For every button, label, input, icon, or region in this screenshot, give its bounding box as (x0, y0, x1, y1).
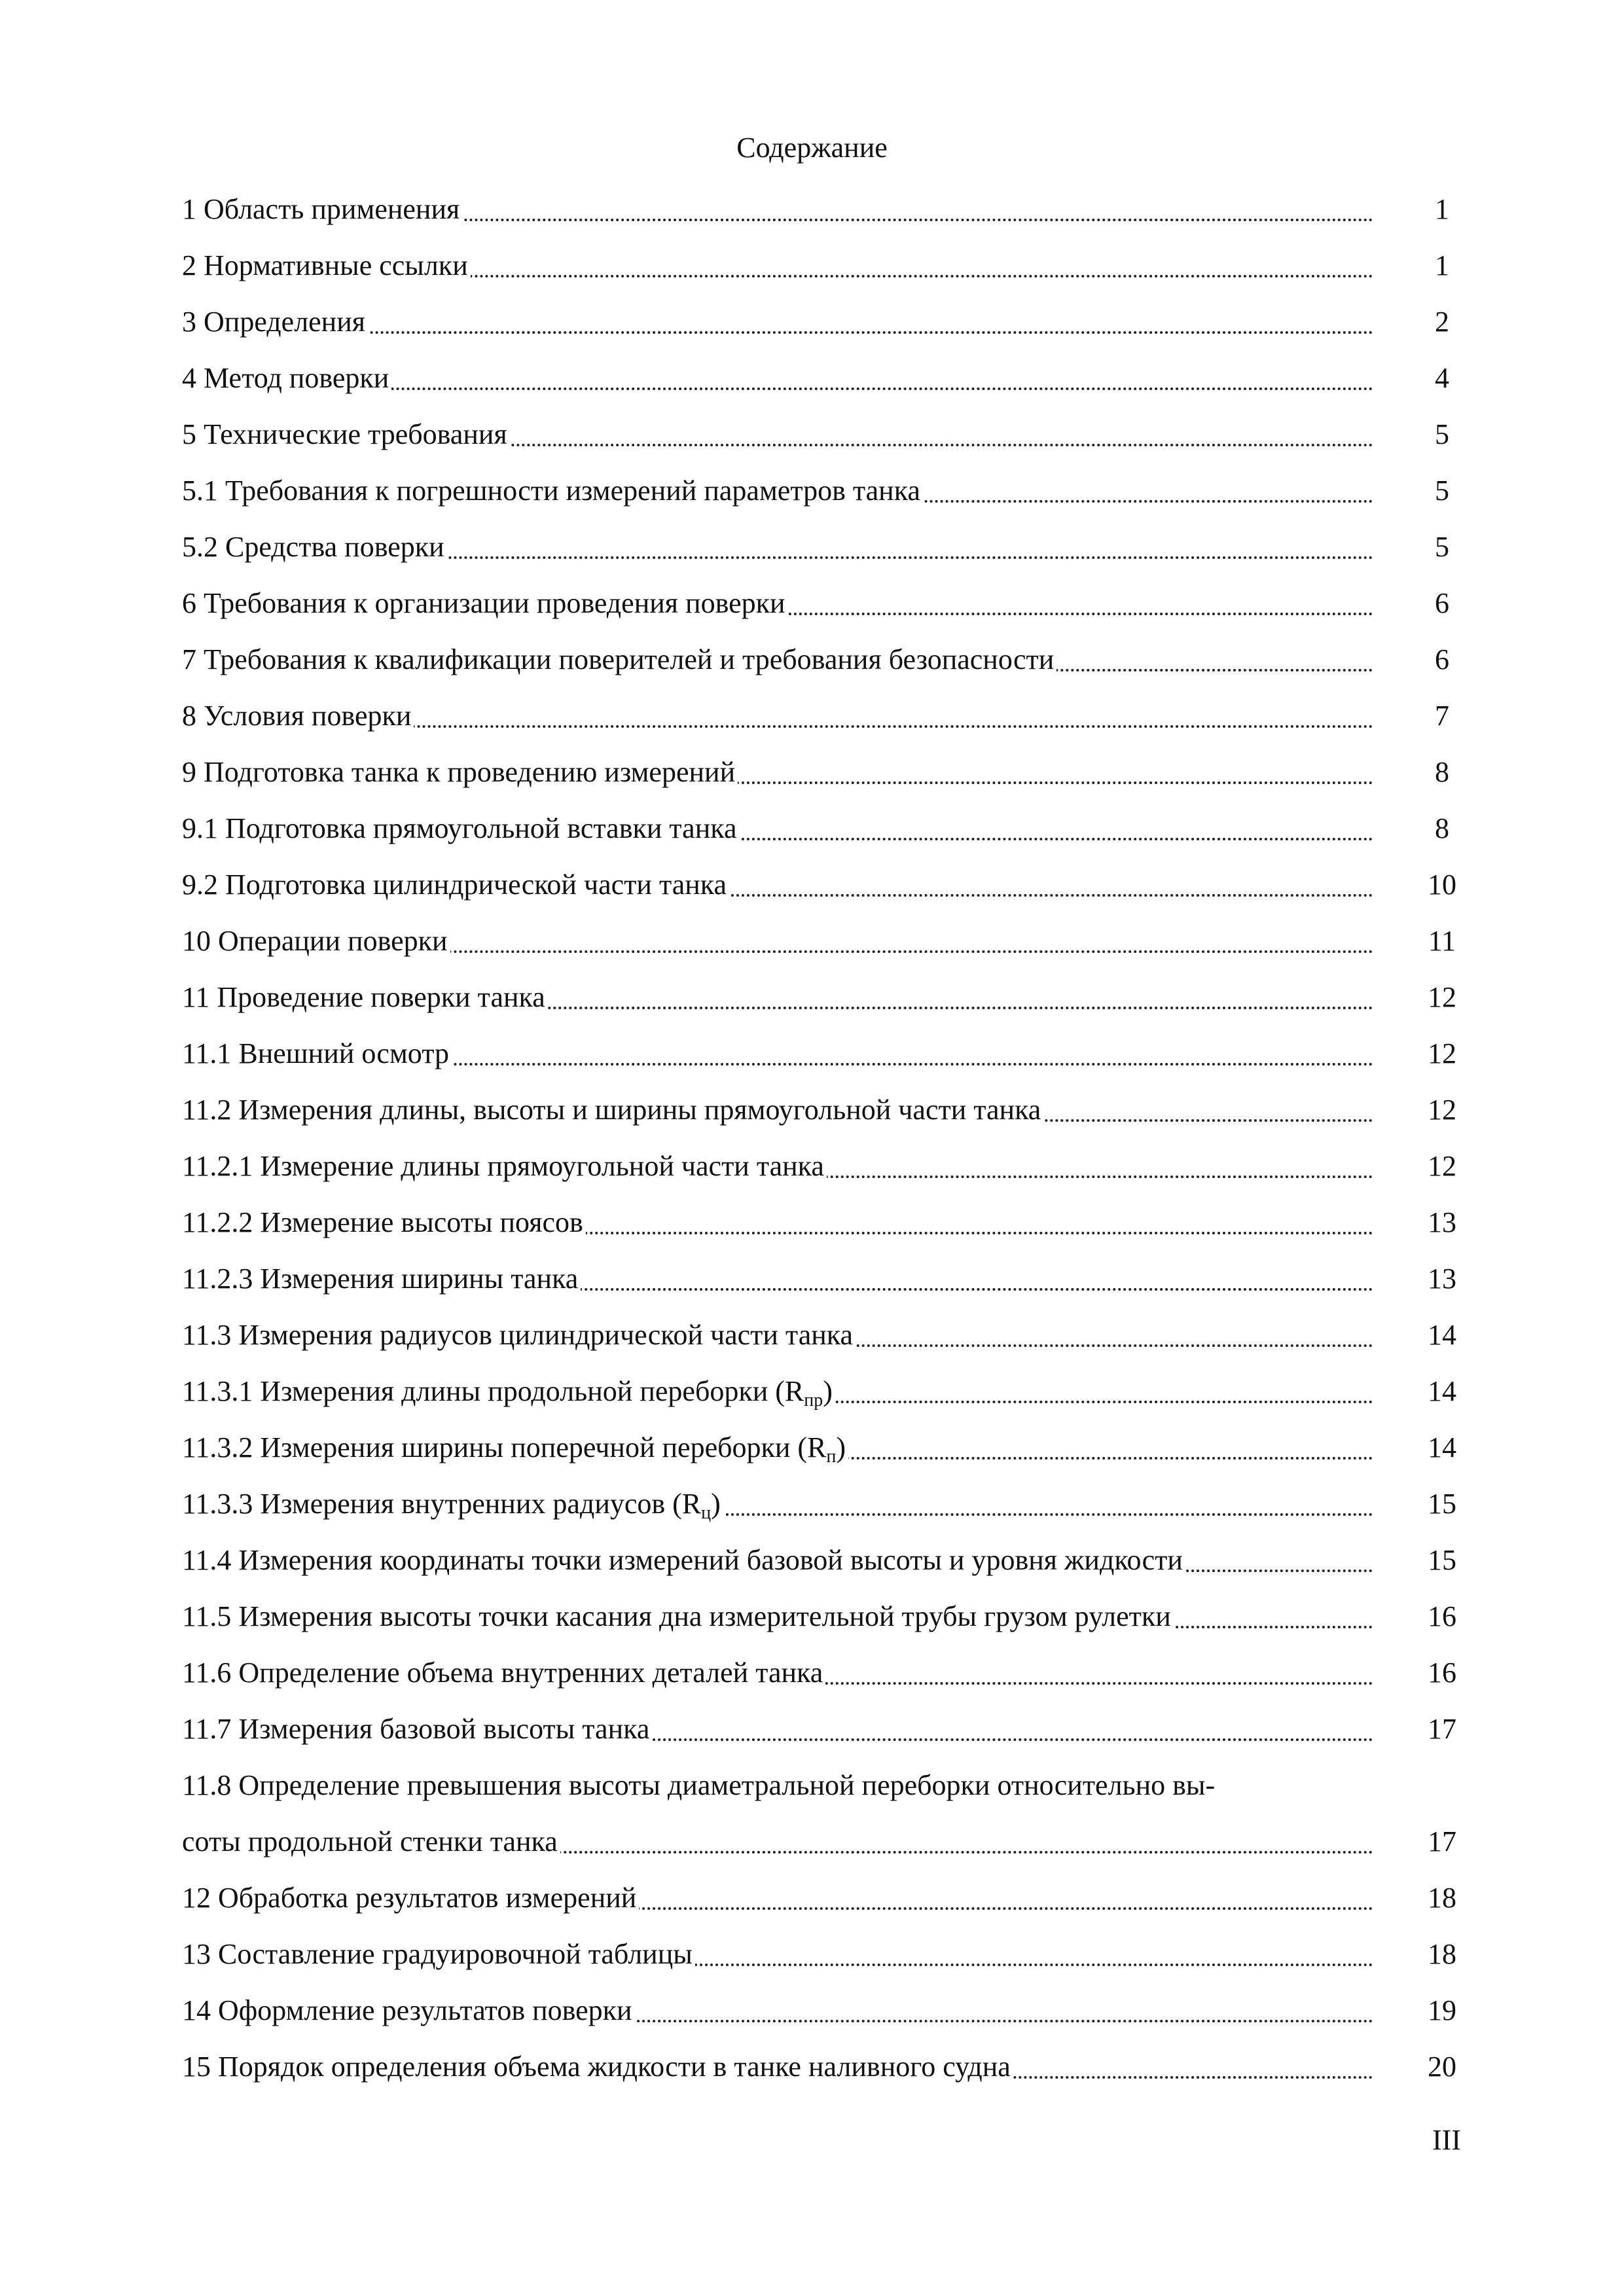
toc-entry-text (182, 978, 1373, 1017)
toc-entry-text (182, 1484, 1373, 1524)
toc-entry-text (182, 415, 1373, 454)
toc-entry-subscript: п (826, 1446, 837, 1467)
toc-entry-label (182, 1094, 1043, 1126)
toc-entry-text (182, 1316, 1373, 1355)
toc-entry-title: Область применения (204, 193, 460, 225)
toc-entry-label (182, 418, 510, 450)
toc-entry-number: 11 (182, 981, 210, 1013)
toc-entry-page: 18 (1428, 1882, 1456, 1914)
toc-entry-page: 12 (1428, 1037, 1456, 1069)
toc-entry-page: 6 (1435, 643, 1449, 675)
toc-entry-page: 7 (1435, 700, 1449, 732)
toc-entry (182, 1026, 1478, 1083)
toc-entry-number: 11.3.1 (182, 1375, 253, 1407)
toc-entry-title: Средства поверки (225, 531, 444, 563)
toc-entry-title: Измерения ширины поперечной переборки (R (260, 1431, 827, 1463)
toc-entry-page: 12 (1428, 981, 1456, 1013)
toc-entry (182, 1420, 1478, 1477)
toc-entry-label (182, 1263, 581, 1295)
toc-entry (182, 801, 1478, 857)
toc-entry-label (182, 306, 368, 338)
toc-entry (182, 1364, 1478, 1420)
toc-entry-text (182, 1428, 1373, 1467)
toc-entry-number: 11.3.2 (182, 1431, 253, 1463)
toc-entry-title: Условия поверки (204, 700, 412, 732)
toc-entry-text (182, 2047, 1373, 2087)
toc-entry-page: 1 (1435, 249, 1449, 281)
toc-entry-text (182, 640, 1373, 679)
toc-entry-text (182, 696, 1373, 736)
toc-entry-title: Определение превышения высоты диаметральной переборки относительно вы- (238, 1769, 1216, 1801)
toc-entry-page: 16 (1428, 1657, 1456, 1689)
toc-entry-page: 19 (1428, 1994, 1456, 2026)
toc-entry-title: Определения (204, 306, 366, 338)
toc-entry-page: 18 (1428, 1938, 1456, 1970)
toc-entry (182, 576, 1478, 632)
toc-entry-text (182, 753, 1373, 792)
toc-entry (182, 689, 1478, 745)
toc-entry-text (182, 1203, 1373, 1242)
toc-entry-number: 11.3.3 (182, 1488, 253, 1520)
toc-entry (182, 1251, 1478, 1308)
toc-entry-label (182, 1319, 856, 1351)
toc-entry-text (182, 1090, 1373, 1130)
toc-entry-label (182, 587, 788, 619)
toc-entry-text (182, 1259, 1373, 1299)
toc-entry-subscript: пр (804, 1390, 823, 1410)
toc-entry (182, 520, 1478, 576)
toc-entry-label (182, 1488, 723, 1523)
toc-entry-label (182, 869, 729, 901)
table-of-contents (182, 182, 1478, 2096)
toc-entry-number: 11.8 (182, 1769, 232, 1801)
toc-entry (182, 1645, 1478, 1702)
toc-entry-title: Подготовка прямоугольной вставки танка (225, 812, 737, 844)
toc-entry-title: Измерение длины прямоугольной части танка (260, 1150, 824, 1182)
toc-entry-page: 5 (1435, 475, 1449, 507)
toc-entry-label (182, 1882, 639, 1914)
toc-entry-text (182, 1710, 1373, 1749)
toc-entry-number: 8 (182, 700, 196, 732)
toc-entry-number: 11.4 (182, 1544, 232, 1576)
toc-entry-label (182, 756, 738, 788)
toc-entry-label (182, 2051, 1013, 2083)
toc-entry (182, 351, 1478, 407)
toc-entry-label (182, 1375, 835, 1410)
toc-entry-text (182, 1935, 1373, 1974)
toc-entry-number: 7 (182, 643, 196, 675)
toc-entry-title: Определение объема внутренних деталей танка (238, 1657, 823, 1689)
toc-entry-label (182, 1431, 848, 1467)
toc-entry-title: Измерения ширины танка (260, 1263, 579, 1295)
toc-entry-title: Подготовка цилиндрической части танка (225, 869, 727, 901)
toc-entry-label (182, 925, 450, 957)
toc-entry-title: Измерения радиусов цилиндрической части танка (238, 1319, 854, 1351)
toc-entry-number: 9 (182, 756, 196, 788)
toc-entry (182, 1139, 1478, 1195)
toc-entry-page: 13 (1428, 1206, 1456, 1238)
toc-entry-page: 20 (1428, 2051, 1456, 2083)
toc-entry-number: 9.1 (182, 812, 218, 844)
toc-entry-title: Измерения координаты точки измерений базовой высоты и уровня жидкости (238, 1544, 1183, 1576)
toc-entry-title: Измерения высоты точки касания дна измерительной трубы грузом рулетки (238, 1600, 1171, 1632)
toc-entry-title: Операции поверки (218, 925, 448, 957)
toc-entry-number: 5.2 (182, 531, 218, 563)
toc-entry-number: 11.6 (182, 1657, 232, 1689)
toc-entry-label (182, 1769, 1218, 1801)
toc-entry-text (182, 1822, 1373, 1861)
toc-title: Содержание (736, 132, 888, 164)
toc-entry-number: 11.2 (182, 1094, 232, 1126)
toc-entry-number: 10 (182, 925, 211, 957)
toc-entry-text (182, 1541, 1373, 1580)
toc-entry-page: 5 (1435, 418, 1449, 450)
toc-entry-page: 12 (1428, 1150, 1456, 1182)
toc-entry-title: Измерения базовой высоты танка (238, 1713, 650, 1745)
toc-entry-label (182, 1657, 825, 1689)
toc-entry-page: 17 (1428, 1825, 1456, 1857)
toc-entry-page: 8 (1435, 756, 1449, 788)
toc-entry-page: 16 (1428, 1600, 1456, 1632)
toc-entry (182, 914, 1478, 970)
toc-entry-page: 4 (1435, 362, 1449, 394)
toc-entry (182, 970, 1478, 1026)
toc-entry (182, 1195, 1478, 1251)
toc-entry-number: 15 (182, 2051, 211, 2083)
toc-entry (182, 407, 1478, 463)
toc-entry-page: 15 (1428, 1544, 1456, 1576)
toc-entry (182, 2039, 1478, 2096)
toc-entry-text (182, 1766, 1373, 1805)
toc-entry-label (182, 700, 414, 732)
toc-entry-number: 11.2.1 (182, 1150, 253, 1182)
toc-entry-text (182, 1653, 1373, 1693)
toc-entry-label (182, 1713, 652, 1745)
toc-entry-number: 11.2.3 (182, 1263, 253, 1295)
toc-entry-number: 11.7 (182, 1713, 232, 1745)
toc-entry-label (182, 981, 548, 1013)
toc-entry-title: Измерения длины продольной переборки (R (260, 1375, 804, 1407)
toc-entry-page: 17 (1428, 1713, 1456, 1745)
toc-entry-suffix: ) (711, 1488, 721, 1520)
toc-entry (182, 182, 1478, 238)
toc-entry (182, 238, 1478, 295)
toc-entry (182, 1814, 1478, 1871)
toc-entry-number: 1 (182, 193, 196, 225)
toc-entry-label (182, 362, 391, 394)
toc-entry-number: 13 (182, 1938, 211, 1970)
toc-entry-label (182, 1150, 827, 1182)
toc-entry-title: Требования к погрешности измерений параметров танка (225, 475, 920, 507)
toc-entry-label (182, 193, 462, 225)
toc-entry-page: 13 (1428, 1263, 1456, 1295)
toc-entry-title: Подготовка танка к проведению измерений (204, 756, 736, 788)
toc-entry-text (182, 584, 1373, 623)
toc-entry-page: 5 (1435, 531, 1449, 563)
toc-entry-text (182, 1147, 1373, 1186)
toc-entry-title: Измерения внутренних радиусов (R (260, 1488, 702, 1520)
toc-entry-title: Нормативные ссылки (204, 249, 468, 281)
toc-entry-label (182, 531, 447, 563)
toc-entry-label (182, 1037, 452, 1069)
toc-entry-page: 1 (1435, 193, 1449, 225)
toc-entry-number: 6 (182, 587, 196, 619)
toc-entry-text (182, 528, 1373, 567)
toc-entry-page: 2 (1435, 306, 1449, 338)
toc-entry-title: Внешний осмотр (238, 1037, 449, 1069)
toc-entry-number: 3 (182, 306, 196, 338)
toc-entry (182, 1702, 1478, 1758)
toc-entry-label (182, 812, 740, 844)
toc-entry-text (182, 190, 1373, 229)
toc-entry (182, 1308, 1478, 1364)
toc-entry-number: 5.1 (182, 475, 218, 507)
toc-entry-label (182, 643, 1056, 675)
toc-entry (182, 1477, 1478, 1533)
page-number: III (1432, 2124, 1461, 2156)
toc-entry-number: 9.2 (182, 869, 218, 901)
toc-entry-label (182, 249, 471, 281)
toc-entry-text (182, 922, 1373, 961)
toc-entry-page: 6 (1435, 587, 1449, 619)
toc-entry-title: соты продольной стенки танка (182, 1825, 558, 1857)
toc-entry-suffix: ) (823, 1375, 833, 1407)
toc-entry (182, 1533, 1478, 1589)
toc-entry-number: 2 (182, 249, 196, 281)
toc-entry-title: Метод поверки (204, 362, 389, 394)
toc-entry-label (182, 475, 923, 507)
toc-entry-title: Проведение поверки танка (217, 981, 545, 1013)
toc-entry-text (182, 302, 1373, 342)
toc-entry-label (182, 1938, 695, 1970)
toc-entry-text (182, 1878, 1373, 1918)
toc-entry-text (182, 809, 1373, 848)
toc-entry-number: 11.2.2 (182, 1206, 253, 1238)
toc-entry (182, 857, 1478, 914)
toc-entry-title: Требования к организации проведения поверки (204, 587, 785, 619)
toc-entry-number: 12 (182, 1882, 211, 1914)
toc-entry-page: 14 (1428, 1375, 1456, 1407)
toc-entry-number: 11.3 (182, 1319, 232, 1351)
toc-entry-number: 4 (182, 362, 196, 394)
toc-entry (182, 1758, 1478, 1814)
toc-entry (182, 1983, 1478, 2039)
toc-entry-text (182, 1597, 1373, 1636)
toc-entry-number: 5 (182, 418, 196, 450)
toc-entry-number: 11.1 (182, 1037, 232, 1069)
toc-entry-title: Обработка результатов измерений (218, 1882, 637, 1914)
toc-entry-label (182, 1544, 1185, 1576)
toc-entry (182, 295, 1478, 351)
toc-entry-text (182, 1991, 1373, 2030)
toc-entry-text (182, 865, 1373, 905)
toc-entry-subscript: ц (701, 1503, 712, 1523)
toc-entry (182, 632, 1478, 689)
toc-entry-label (182, 1600, 1174, 1632)
toc-entry-title: Измерение высоты поясов (260, 1206, 583, 1238)
toc-entry-title: Требования к квалификации поверителей и требования безопасности (204, 643, 1055, 675)
toc-entry (182, 745, 1478, 801)
toc-entry-page: 10 (1428, 869, 1456, 901)
toc-entry-title: Оформление результатов поверки (218, 1994, 632, 2026)
toc-entry (182, 1083, 1478, 1139)
toc-entry-page: 12 (1428, 1094, 1456, 1126)
toc-entry-text (182, 359, 1373, 398)
toc-entry (182, 1927, 1478, 1983)
toc-entry-text (182, 471, 1373, 511)
toc-entry-suffix: ) (836, 1431, 846, 1463)
toc-entry-title: Технические требования (204, 418, 507, 450)
toc-entry-page: 14 (1428, 1431, 1456, 1463)
toc-entry-page: 14 (1428, 1319, 1456, 1351)
toc-entry-label (182, 1994, 635, 2026)
toc-entry (182, 1871, 1478, 1927)
toc-entry-text (182, 246, 1373, 285)
toc-entry-text (182, 1034, 1373, 1073)
toc-entry-title: Порядок определения объема жидкости в танке наливного судна (218, 2051, 1011, 2083)
toc-entry-label (182, 1206, 586, 1238)
toc-entry-number: 11.5 (182, 1600, 232, 1632)
toc-entry-text (182, 1372, 1373, 1411)
toc-entry-title: Составление градуировочной таблицы (218, 1938, 693, 1970)
toc-entry-title: Измерения длины, высоты и ширины прямоугольной части танка (238, 1094, 1041, 1126)
toc-entry (182, 1589, 1478, 1645)
toc-entry (182, 463, 1478, 520)
toc-entry-page: 11 (1428, 925, 1456, 957)
toc-entry-page: 15 (1428, 1488, 1456, 1520)
toc-entry-label (182, 1825, 560, 1857)
toc-entry-number: 14 (182, 1994, 211, 2026)
toc-entry-page: 8 (1435, 812, 1449, 844)
